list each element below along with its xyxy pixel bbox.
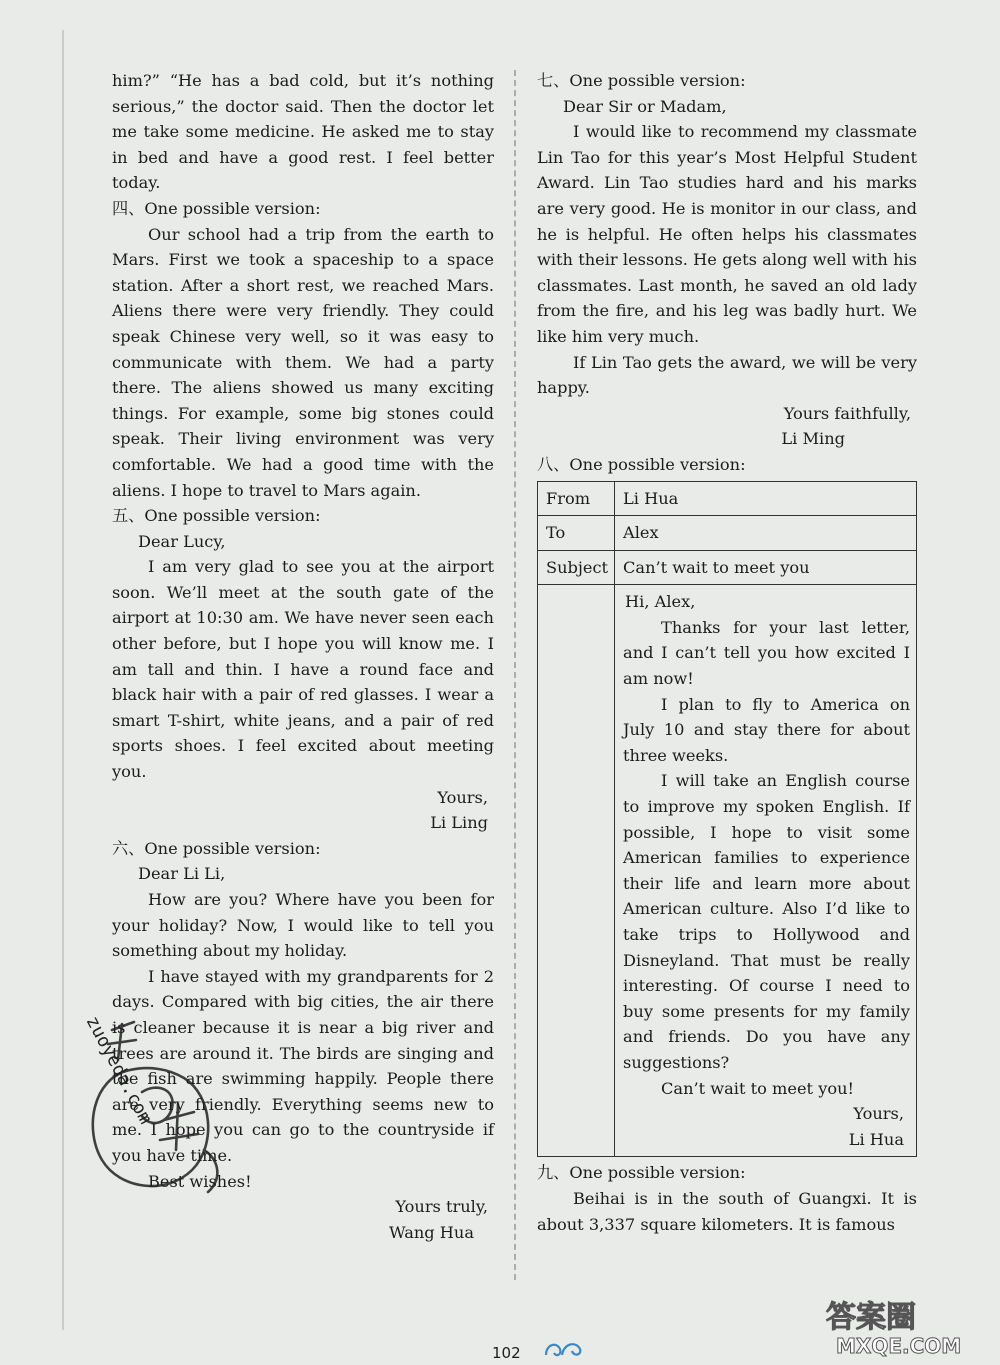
section-5-greeting: Dear Lucy, xyxy=(138,531,226,551)
email-subject-value: Can’t wait to meet you xyxy=(615,550,917,585)
email-to-value: Alex xyxy=(615,516,917,551)
email-subject-row xyxy=(538,550,917,585)
handwritten-stamp xyxy=(72,1000,242,1240)
swirl-ornament-icon xyxy=(542,1337,586,1359)
section-4-paragraph: Our school had a trip from the earth to Mars. First we took a spaceship to a space station. After a short rest, we reached Mars. Aliens there were very friendly. They could speak Chinese very well, so it was easy to communicate with them. We had a party there. The aliens showed us many exciting things. For example, some big stones could speak. Their living environment was very comfortable. We had a good time with the aliens. I hope to travel to Mars again. xyxy=(112,224,494,500)
section-6-signature: Wang Hua xyxy=(388,1222,474,1242)
section-5-closing: Yours, xyxy=(437,787,488,807)
continued-paragraph: him?” “He has a bad cold, but it’s nothing serious,” the doctor said. Then the doctor let me take some medicine. He asked me to stay in bed and have a good rest. I feel better today. xyxy=(112,71,494,193)
right-column xyxy=(537,68,917,1237)
section-7-signature: Li Ming xyxy=(781,429,845,449)
stamp-text: zuoyeda.com xyxy=(81,1012,157,1128)
email-from-value: Li Hua xyxy=(615,481,917,516)
email-paragraph-3: I will take an English course to improve my spoken English. If possible, I hope to visit some American families to experience their life and learn more about American culture. Also I’d like to take trips to Hollywood and Disneyland. That must be really interesting. Of course I need to buy some presents for my family and friends. Do you have any suggestions? xyxy=(623,771,910,1072)
section-6-greeting: Dear Li Li, xyxy=(138,864,226,884)
email-subject-label: Subject xyxy=(538,550,615,585)
email-closing: Yours, xyxy=(853,1104,904,1124)
email-signature: Li Hua xyxy=(848,1129,904,1149)
section-6-heading: 六、One possible version: xyxy=(112,838,321,858)
email-to-row xyxy=(538,516,917,551)
email-body-label-cell xyxy=(538,585,615,1157)
email-table xyxy=(537,481,917,1158)
section-6-paragraph-2: I have stayed with my grandparents for 2 days. Compared with big cities, the air there is cleaner because it is near a big river and trees are around it. The birds are singing and the fish are swimming happily. People there are very friendly. Everything seems new to me. I hope you can go to the countryside if you have time. xyxy=(112,966,494,1165)
section-4-heading: 四、One possible version: xyxy=(112,198,321,218)
section-5-paragraph: I am very glad to see you at the airport soon. We’ll meet at the south gate of the airport at 10:30 am. We have never seen each other before, but I hope you will know me. I am tall and thin. I have a round face and black hair with a pair of red glasses. I wear a smart T-shirt, white jeans, and a pair of red sports shoes. I feel excited about meeting you. xyxy=(112,557,494,782)
email-to-label: To xyxy=(538,516,615,551)
page-number: 102 xyxy=(492,1344,521,1362)
section-7-paragraph-2: If Lin Tao gets the award, we will be very happy. xyxy=(537,352,917,398)
section-5-heading: 五、One possible version: xyxy=(112,506,321,526)
section-9-paragraph: Beihai is in the south of Guangxi. It is about 3,337 square kilometers. It is famous xyxy=(537,1188,917,1234)
watermark-cn: 答案圈 xyxy=(826,1300,916,1335)
email-paragraph-4: Can’t wait to meet you! xyxy=(661,1078,855,1098)
watermark-logo xyxy=(816,1295,986,1359)
section-7-closing: Yours faithfully, xyxy=(783,403,911,423)
email-from-row xyxy=(538,481,917,516)
section-5-signature: Li Ling xyxy=(430,813,488,833)
section-9-heading: 九、One possible version: xyxy=(537,1163,746,1183)
section-6-closing: Yours truly, xyxy=(395,1197,488,1217)
email-paragraph-2: I plan to fly to America on July 10 and stay there for about three weeks. xyxy=(623,694,910,765)
section-6-paragraph-1: How are you? Where have you been for your holiday? Now, I would like to tell you something about my holiday. xyxy=(112,890,494,961)
watermark-url: MXQE.COM xyxy=(836,1334,962,1358)
section-7-heading: 七、One possible version: xyxy=(537,71,746,90)
section-7-paragraph-1: I would like to recommend my classmate Lin Tao for this year’s Most Helpful Student Award. Lin Tao studies hard and his marks are very good. He is monitor in our class, and he is helpful. He often helps his classmates with their lessons. He gets along well with his classmates. Last month, he saved an old lady from the fire, and his leg was badly hurt. We like him very much. xyxy=(537,122,917,346)
email-body xyxy=(615,585,917,1157)
email-body-row xyxy=(538,585,917,1157)
margin-rule xyxy=(62,30,64,1330)
section-8-heading: 八、One possible version: xyxy=(537,454,746,474)
email-paragraph-1: Thanks for your last letter, and I can’t tell you how excited I am now! xyxy=(623,617,910,689)
section-6-wishes: Best wishes! xyxy=(148,1171,252,1191)
section-7-greeting: Dear Sir or Madam, xyxy=(563,96,727,116)
column-divider xyxy=(514,70,516,1280)
email-greeting: Hi, Alex, xyxy=(625,592,696,612)
email-from-label: From xyxy=(538,481,615,516)
